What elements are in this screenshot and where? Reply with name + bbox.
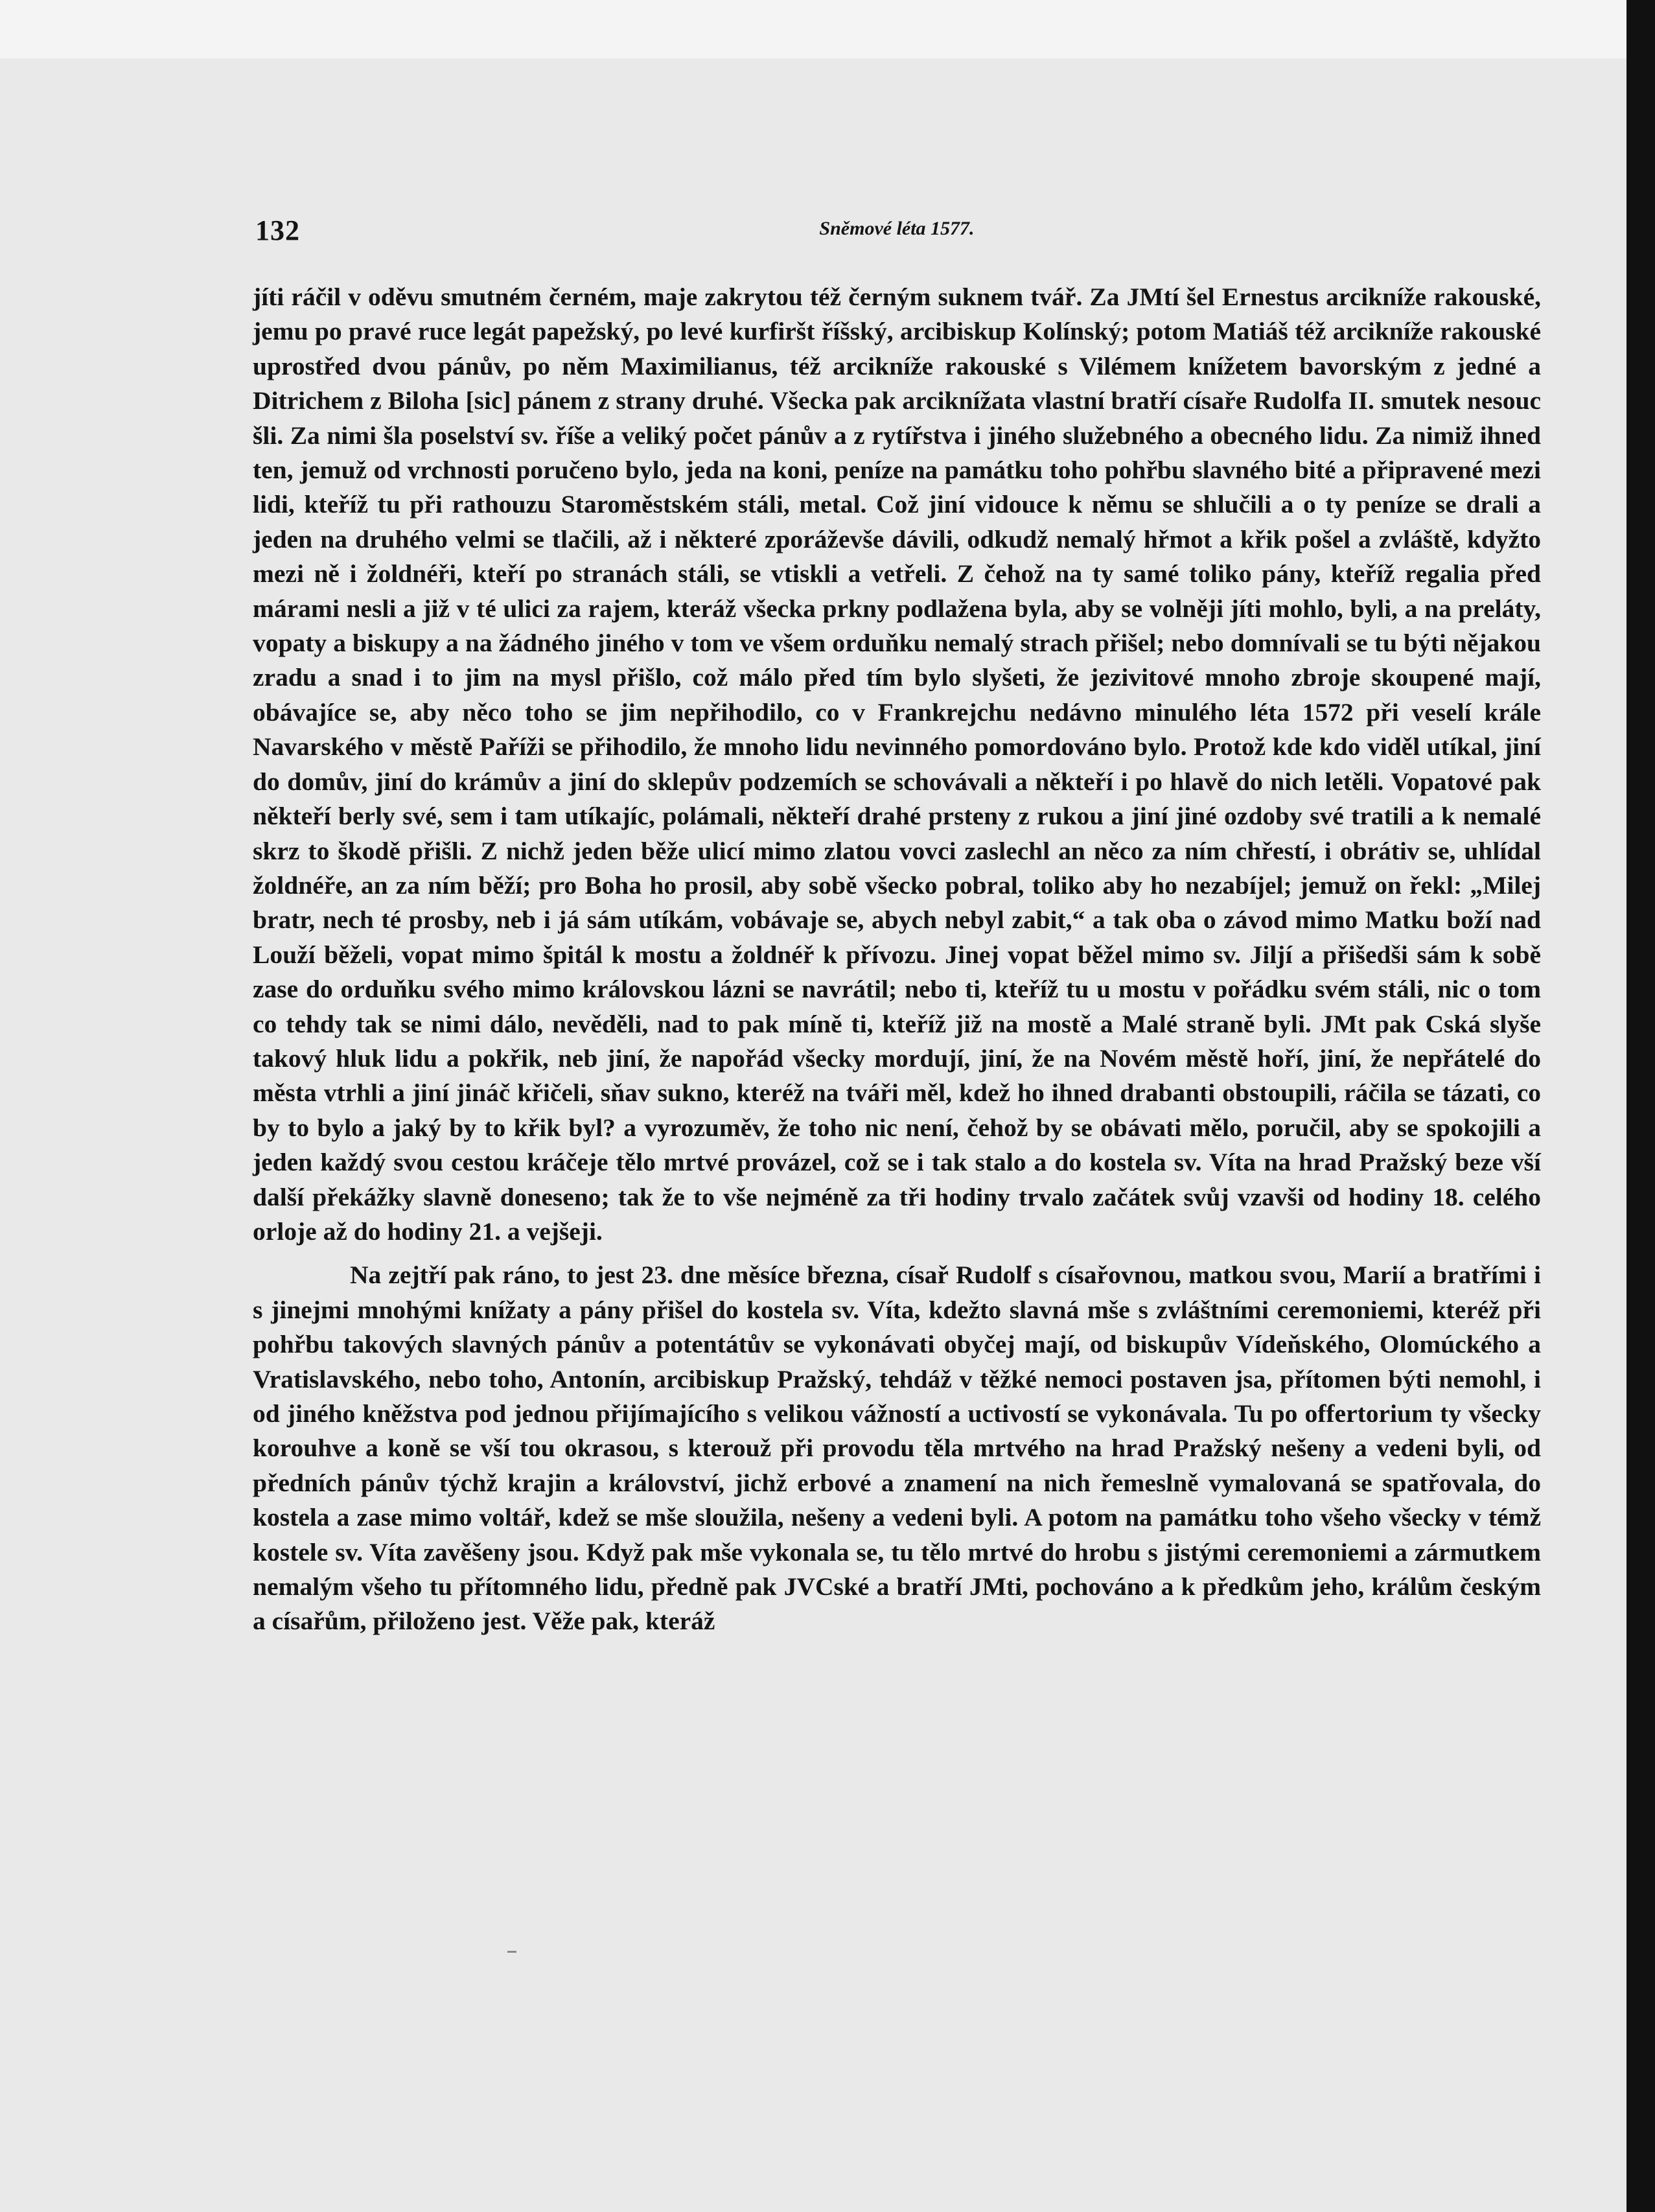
scan-top-margin [0,0,1655,58]
scan-speck [507,1951,516,1953]
scan-right-border [1626,0,1655,2212]
running-title: Sněmové léta 1577. [819,218,975,239]
paragraph-2: Na zejtří pak ráno, to jest 23. dne měsíce března, císař Rudolf s císařovnou, matkou svou, Marií a bratřími i s jinejmi mnohými knížaty a pány přišel do kostela sv. Víta, kdežto slavná mše s zvláštními ceremoniemi, kteréž při pohřbu takových slavných pánův a potentátův se vykonávati obyčej mají, od biskupův Vídeňského, Olomúckého a Vratislavského, nebo toho, Antonín, arcibiskup Pražský, tehdáž v těžké nemoci postaven jsa, přítomen býti nemohl, i od jiného kněžstva pod jednou přijímajícího s velikou vážností a uctivostí se vykonávala. Tu po offertorium ty všecky korouhve a koně se vší tou okrasou, s kterouž při provodu těla mrtvého na hrad Pražský nešeny a vedeni byli, od předních pánův týchž krajin a království, jichž erbové a znamení na nich řemeslně vymalovaná se spatřovala, do kostela a zase mimo voltář, kdež se mše sloužila, nešeny a vedeni byli. A potom na památku toho všeho všecky v témž kostele sv. Víta zavěšeny jsou. Když pak mše vykonala se, tu tělo mrtvé do hrobu s jistými ceremoniemi a zármutkem nemalým všeho tu přítomného lidu, předně pak JVCské a bratří JMti, pochováno a k předkům jeho, králům českým a císařům, přiloženo jest. Věže pak, kteráž [253,1261,1541,1636]
page-header [253,214,1541,253]
paragraph-1: jíti ráčil v oděvu smutném černém, maje zakrytou též černým suknem tvář. Za JMtí šel Ernestus arcikníže rakouské, jemu po pravé ruce legát papežský, po levé kurfiršt říšský, arcibiskup Kolínský; potom Matiáš též arcikníže rakouské uprostřed dvou pánův, po něm Maximilianus, též arcikníže rakouské s Vilémem knížetem bavorským z jedné a Ditrichem z Biloha [sic] pánem z strany druhé. Všecka pak arciknížata vlastní bratří císaře Rudolfa II. smutek nesouc šli. Za nimi šla poselství sv. říše a veliký počet pánův a z rytířstva i jiného služebného a obecného lidu. Za nimiž ihned ten, jemuž od vrchnosti poručeno bylo, jeda na koni, peníze na památku toho pohřbu slavného bité a připravené mezi lidi, kteříž tu při rathouzu Staroměstském stáli, metal. Což jiní vidouce k němu se shlučili a o ty peníze se drali a jeden na druhého velmi se tlačili, až i některé zporáževše dávili, odkudž nemalý hřmot a křik pošel a zvláště, kdyžto mezi ně i žoldnéři, kteří po stranách stáli, se vtiskli a vetřeli. Z čehož na ty samé toliko pány, kteříž regalia před márami nesli a již v té ulici za rajem, kteráž všecka prkny podlažena byla, aby se volněji jíti mohlo, byli, a na preláty, vopaty a biskupy a na žádného jiného v tom ve všem orduňku nemalý strach přišel; nebo domnívali se tu býti nějakou zradu a snad i to jim na mysl přišlo, což málo před tím bylo slyšeti, že jezivitové mnoho zbroje skoupené mají, obávajíce se, aby něco toho se jim nepřihodilo, co v Frankrejchu nedávno minulého léta 1572 při veselí krále Navarského v městě Paříži se přihodilo, že mnoho lidu nevinného pomordováno bylo. Protož kde kdo viděl utíkal, jiní do domův, jiní do krámův a jiní do sklepův podzemích se schovávali a někteří i po hlavě do nich letěli. Vopatové pak někteří berly své, sem i tam utíkajíc, polámali, někteří drahé prsteny z rukou a jiní jiné ozdoby své tratili a k nemalé skrz to škodě přišli. Z nichž jeden běže ulicí mimo zlatou vovci zaslechl an něco za ním chřestí, i obrátiv se, uhlídal žoldnéře, an za ním běží; pro Boha ho prosil, aby sobě všecko pobral, toliko aby ho nezabíjel; jemuž on řekl: „Milej bratr, nech té prosby, neb i já sám utíkám, vobávaje se, abych nebyl zabit,“ a tak oba o závod mimo Matku boží nad Louží běželi, vopat mimo špitál k mostu a žoldnéř k přívozu. Jinej vopat běžel mimo sv. Jiljí a přišedši sám k sobě zase do orduňku svého mimo královskou lázni se navrátil; nebo ti, kteříž tu u mostu v pořádku svém stáli, nic o tom co tehdy tak se nimi dálo, nevěděli, nad to pak míně ti, kteříž již na mostě a Malé straně byli. JMt pak Cská slyše takový hluk lidu a pokřik, neb jiní, že napořád všecky mordují, jiní, že na Novém městě hoří, jiní, že nepřátelé do města vtrhli a jiní jináč křičeli, sňav sukno, kteréž na tváři měl, kdež ho ihned drabanti obstoupili, ráčila se tázati, co by to bylo a jaký by to křik byl? a vyrozuměv, že toho nic není, čehož by se obávati mělo, poručil, aby se spokojili a jeden každý svou cestou kráčeje tělo mrtvé provázel, což se i tak stalo a do kostela sv. Víta na hrad Pražský beze vší další překážky slavně doneseno; tak že to vše nejméně za tři hodiny trvalo začátek svůj vzavši od hodiny 18. celého orloje až do hodiny 21. a vejšeji. [253,283,1541,1246]
body-text [253,280,1541,1639]
page-number: 132 [255,215,300,246]
